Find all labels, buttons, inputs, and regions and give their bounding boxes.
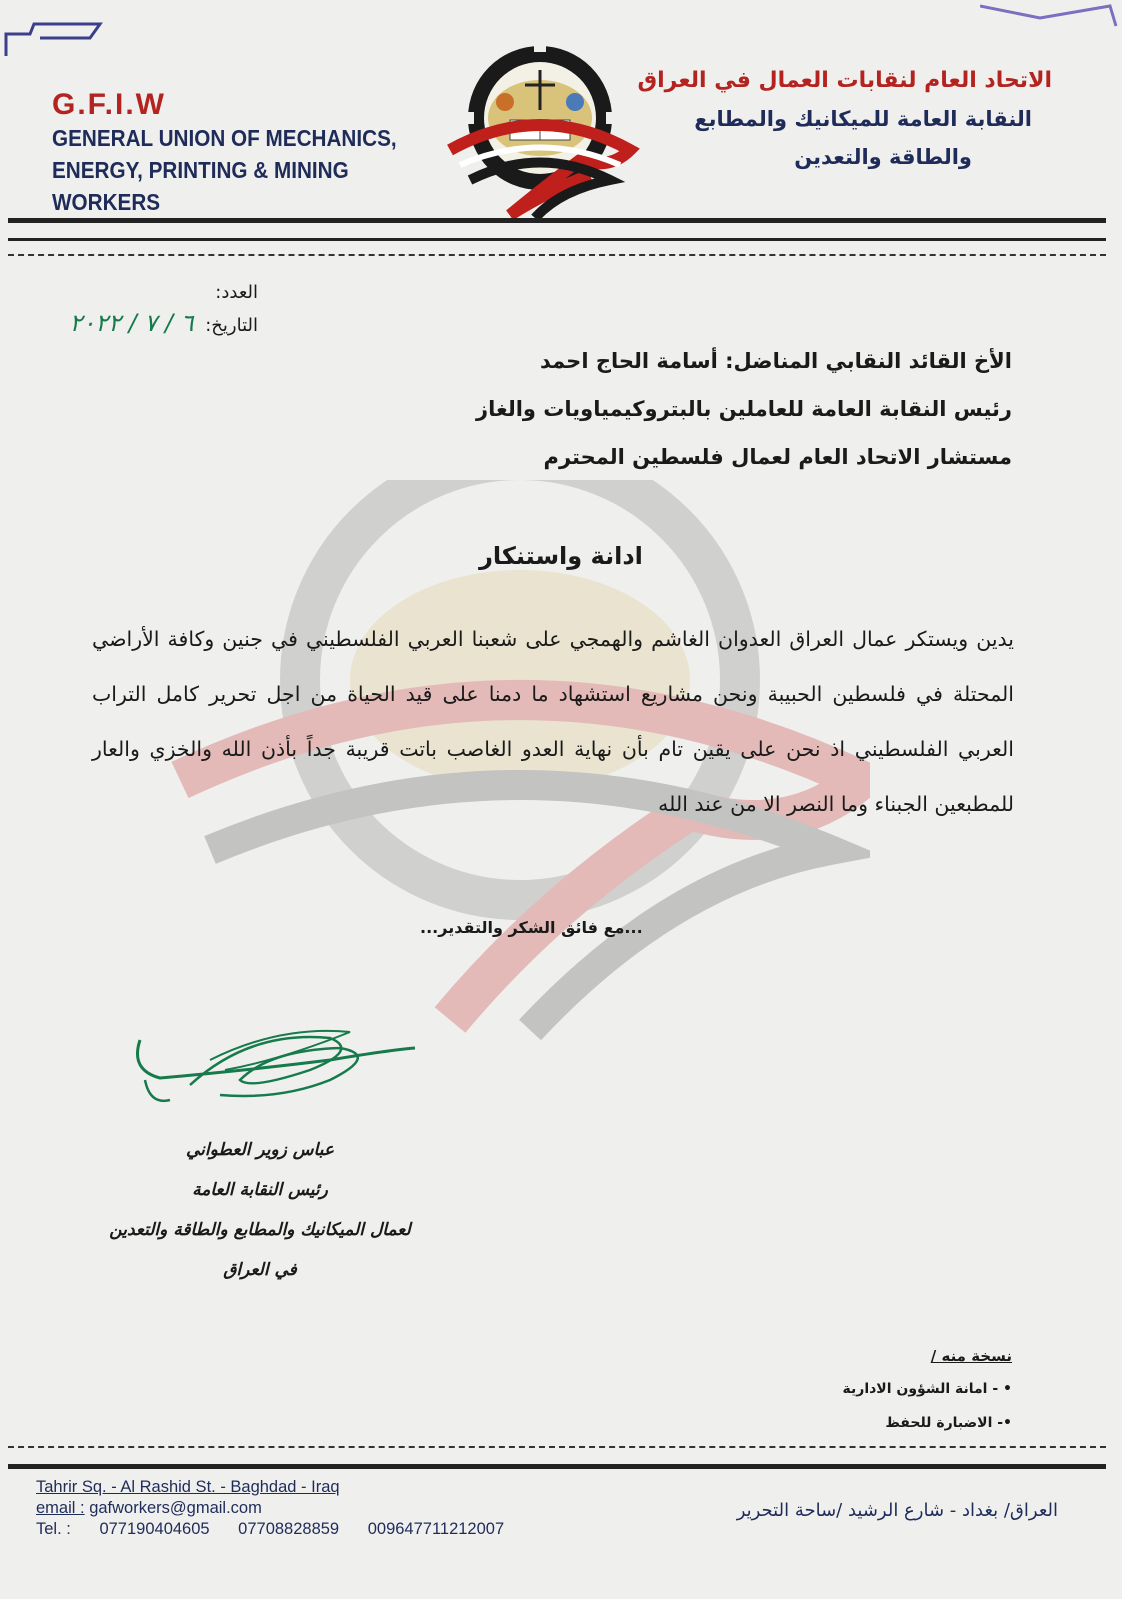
addressee-line1: الأخ القائد النقابي المناضل: أسامة الحاج احمد xyxy=(539,349,1012,373)
tel-number-1: 077190404605 xyxy=(99,1520,210,1538)
union-name-arabic-line2: والطاقة والتعدين xyxy=(794,145,972,169)
addressee-line2: رئيس النقابة العامة للعاملين بالبتروكيمياويات والغاز xyxy=(476,397,1012,421)
footer-email-row xyxy=(36,1498,528,1519)
tel-label: Tel. : xyxy=(36,1520,71,1538)
corner-ornament-left xyxy=(0,18,110,58)
footer-contact xyxy=(36,1477,528,1540)
signatory-title3: في العراق xyxy=(223,1260,297,1280)
letter-body: يدين ويستكر عمال العراق العدوان الغاشم والهمجي على شعبنا العربي الفلسطيني في جنين وكافة الأراضي المحتلة في فلسطين الحبيبة ونحن مشاريع استشهاد ما دمنا على قيد الحياة من اجل تحرير كامل التراب العربي الفلسطيني اذ نحن على يقين تام بأن نهاية العدو الغاصب باتت قريبة جداً بأذن الله والخزي والعار للمطبعين الجبناء وما النصر الا من عند الله xyxy=(92,627,1014,816)
footer-divider xyxy=(8,1464,1106,1469)
email-value[interactable]: gafworkers@gmail.com xyxy=(89,1499,262,1517)
tel-number-3: 009647711212007 xyxy=(367,1520,505,1538)
corner-ornament-right xyxy=(980,0,1120,30)
number-label: العدد: xyxy=(215,282,258,303)
copies-item2: •- الاضبارة للحفظ xyxy=(885,1415,1012,1431)
addressee-block xyxy=(212,337,1012,481)
signatory-title1: رئيس النقابة العامة xyxy=(192,1180,328,1200)
footer-dashed-rule xyxy=(8,1446,1106,1448)
union-name-arabic-line1: النقابة العامة للميكانيك والمطابع xyxy=(694,107,1032,131)
org-name-line2: ENERGY, PRINTING & MINING xyxy=(52,157,349,183)
org-abbreviation: G.F.I.W xyxy=(52,88,166,121)
tel-number-2: 07708828859 xyxy=(238,1520,340,1538)
addressee-line3: مستشار الاتحاد العام لعمال فلسطين المحترم xyxy=(543,445,1012,469)
union-logo xyxy=(440,40,640,220)
org-name-line3: WORKERS xyxy=(52,189,161,215)
footer-tel-row xyxy=(36,1519,528,1540)
signatory-block xyxy=(80,1130,440,1290)
closing-line: ...مع فائق الشكر والتقدير... xyxy=(420,918,643,937)
footer-address-ar: العراق/ بغداد - شارع الرشيد /ساحة التحرير xyxy=(736,1500,1058,1521)
copies-block xyxy=(712,1340,1012,1440)
date-value: ٦ / ٧ / ٢٠٢٢ xyxy=(69,309,194,337)
signatory-title2: لعمال الميكانيك والمطابع والطاقة والتعدين xyxy=(109,1220,411,1240)
copies-title: نسخة منه / xyxy=(930,1347,1012,1365)
email-label: email : xyxy=(36,1499,85,1517)
number-row xyxy=(28,278,258,308)
header-divider xyxy=(8,218,1106,223)
arabic-header xyxy=(632,62,1052,176)
signatory-name: عباس زوير العطواني xyxy=(185,1140,335,1160)
letter-subject: ادانة واستنكار xyxy=(479,542,643,570)
copies-item1: • - امانة الشؤون الادارية xyxy=(842,1381,1012,1397)
footer-address-en: Tahrir Sq. - Al Rashid St. - Baghdad - Iraq xyxy=(36,1478,340,1496)
header-divider-2 xyxy=(8,238,1106,241)
org-name-line1: GENERAL UNION OF MECHANICS, xyxy=(52,125,397,151)
date-label: التاريخ: xyxy=(205,315,258,336)
header-dashed-rule xyxy=(8,254,1106,256)
reference-block xyxy=(28,278,258,341)
federation-name-arabic: الاتحاد العام لنقابات العمال في العراق xyxy=(637,68,1052,93)
english-header xyxy=(52,88,397,218)
handwritten-signature xyxy=(130,1020,430,1120)
